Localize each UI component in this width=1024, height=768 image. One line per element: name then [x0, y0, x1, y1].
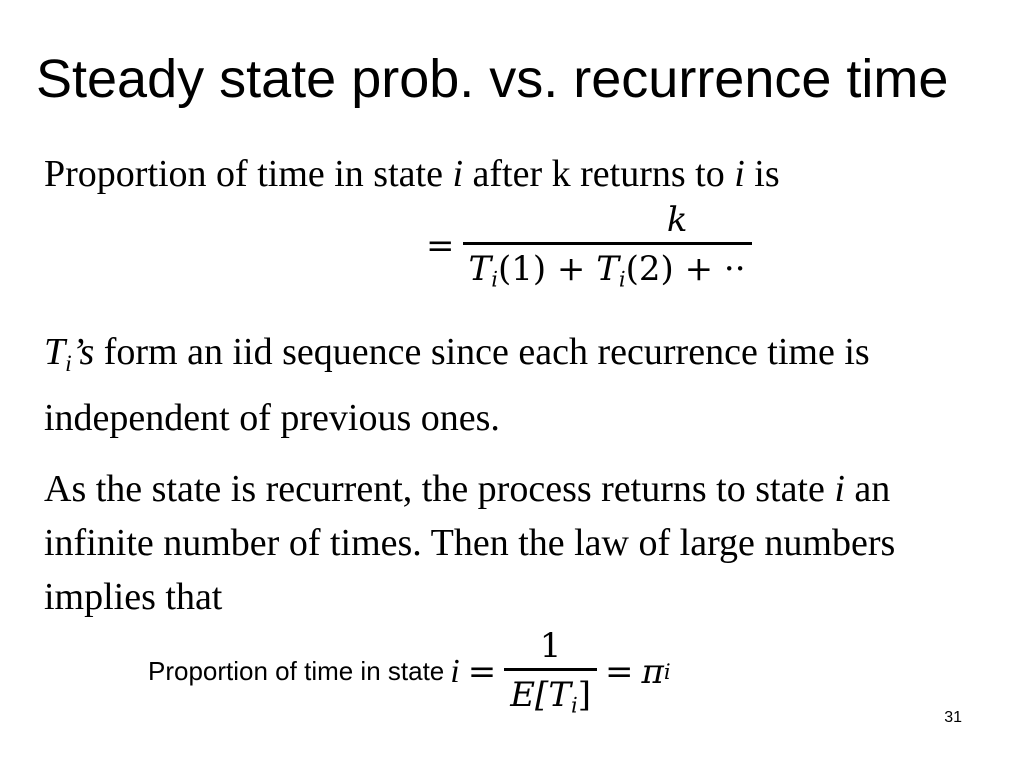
equals-sign: =	[605, 651, 634, 692]
denominator: $E[T_i]$	[510, 675, 592, 718]
numerator: k	[666, 200, 688, 240]
var-i: i	[734, 153, 745, 195]
equation-label: Proportion of time in state	[148, 656, 445, 687]
paragraph-iid	[44, 325, 944, 445]
pi-subscript: i	[663, 659, 671, 685]
text: As the state is recurrent, the process returns to state	[44, 468, 835, 510]
var-i: i	[450, 652, 460, 690]
equals-sign: =	[426, 225, 455, 266]
fraction	[463, 200, 752, 291]
var-T: $T_i’s$	[44, 331, 95, 378]
paragraph-recurrent	[44, 462, 984, 624]
paragraph-proportion	[44, 147, 780, 201]
text: after k returns to	[463, 153, 735, 195]
pi-symbol: π	[641, 651, 664, 692]
slide-number: 31	[944, 709, 962, 726]
equation-math	[450, 626, 670, 717]
equation-proportion	[418, 200, 752, 291]
var-i: i	[834, 468, 845, 510]
numerator: 1	[539, 626, 562, 666]
equals-sign: =	[467, 651, 497, 692]
slide-title: Steady state prob. vs. recurrence time	[36, 49, 949, 109]
text: Proportion of time in state	[44, 153, 453, 195]
text: form an iid sequence since each recurrence time is independent of previous ones.	[44, 331, 870, 440]
equation-steady-state	[148, 626, 671, 717]
text: an infinite number of times. Then the law of large numbers implies that	[44, 468, 896, 618]
var-i: i	[452, 153, 464, 195]
fraction	[504, 626, 597, 717]
text: is	[744, 153, 780, 195]
denominator: $T_i(1) + T_i(2)$ + ··	[468, 249, 746, 292]
